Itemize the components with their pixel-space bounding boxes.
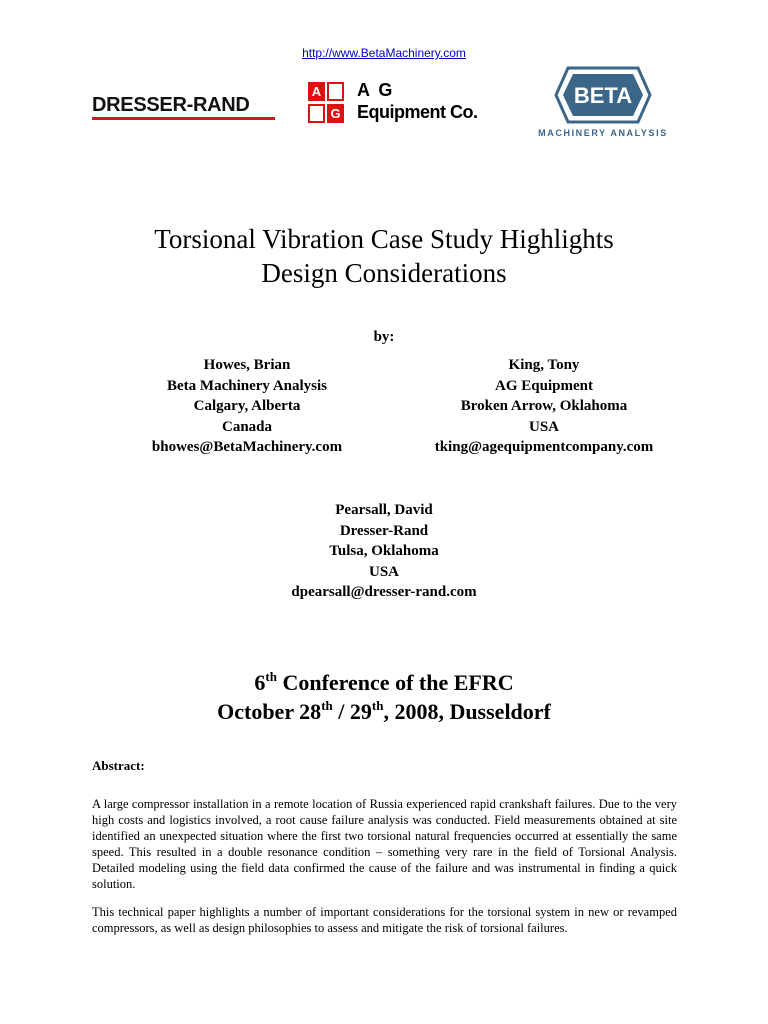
- author-country: USA: [368, 563, 399, 580]
- author-country: USA: [528, 418, 559, 435]
- conference-ordinal-suffix: th: [265, 669, 277, 684]
- author-email[interactable]: tking@agequipmentcompany.com: [434, 439, 654, 455]
- ag-equipment-logo: [308, 80, 498, 128]
- author-city: Tulsa, Oklahoma: [329, 543, 439, 559]
- dresser-rand-underline: [92, 117, 275, 120]
- author-name: Pearsall, David: [335, 502, 433, 518]
- author-block-howes: [122, 355, 372, 458]
- conference-year-location: , 2008, Dusseldorf: [383, 699, 551, 724]
- beta-machinery-logo: [528, 66, 678, 142]
- abstract-paragraph-1: A large compressor installation in a remote location of Russia experienced rapid crankshaft failures. Due to the very high costs and logistics involved, a root cause failure analysis was conducted. Field measurements obtained at site identified an unexpected situation where the first two torsional natural frequencies occurred at essentially the same speed. This resulted in a double resonance condition – something very rare in the field of Torsional Analysis. Detailed modeling using the field data confirmed the cause of the failure and was instrumental in finding a quick solution.: [92, 797, 677, 891]
- author-email[interactable]: dpearsall@dresser-rand.com: [291, 584, 477, 600]
- author-name: Howes, Brian: [203, 357, 291, 373]
- dresser-rand-logo: [92, 94, 275, 120]
- beta-logo-name: BETA: [573, 83, 633, 108]
- title-line-1: Torsional Vibration Case Study Highlights: [154, 224, 614, 254]
- ag-logo-name-line2: Equipment Co.: [357, 102, 478, 122]
- conference-date-start: October 28: [217, 699, 322, 724]
- ag-logo-name-line1: A G: [357, 80, 395, 100]
- by-label: by:: [373, 329, 395, 345]
- author-country: Canada: [221, 418, 273, 435]
- paper-title: [0, 222, 768, 290]
- conference-name-text: Conference of the EFRC: [276, 670, 514, 695]
- author-city: Calgary, Alberta: [193, 398, 301, 414]
- author-block-king: [400, 355, 688, 458]
- abstract-paragraph-2: This technical paper highlights a number of important considerations for the torsional system in new or revamped compressors, as well as design philosophies to assess and mitigate the risk of torsional failures.: [92, 905, 677, 935]
- ag-logo-cell-blank: [308, 104, 325, 123]
- author-city: Broken Arrow, Oklahoma: [460, 398, 628, 414]
- conference-date-end: / 29: [332, 699, 372, 724]
- conference-info: [0, 668, 768, 726]
- website-link[interactable]: http://www.BetaMachinery.com: [302, 46, 466, 60]
- author-organization: Dresser-Rand: [339, 522, 429, 539]
- date-suffix: th: [371, 698, 384, 713]
- author-organization: Beta Machinery Analysis: [167, 377, 327, 394]
- abstract-heading: Abstract:: [92, 758, 145, 773]
- title-line-2: Design Considerations: [261, 258, 507, 288]
- conference-ordinal: 6: [254, 670, 266, 695]
- conference-name: [0, 668, 768, 697]
- beta-logo-subtitle: MACHINERY ANALYSIS: [538, 128, 668, 138]
- date-suffix: th: [321, 698, 333, 713]
- ag-logo-cell-g: G: [327, 104, 344, 123]
- author-email[interactable]: bhowes@BetaMachinery.com: [151, 439, 343, 455]
- beta-hexagon-icon: [554, 66, 652, 124]
- author-name: King, Tony: [508, 357, 580, 373]
- conference-date: [0, 697, 768, 726]
- ag-logo-cell-blank: [327, 82, 344, 101]
- author-block-pearsall: [234, 500, 534, 603]
- ag-logo-cell-a: A: [308, 82, 325, 101]
- author-organization: AG Equipment: [495, 377, 593, 394]
- ag-logo-mark: [308, 82, 346, 126]
- dresser-rand-wordmark: DRESSER-RAND: [92, 94, 250, 116]
